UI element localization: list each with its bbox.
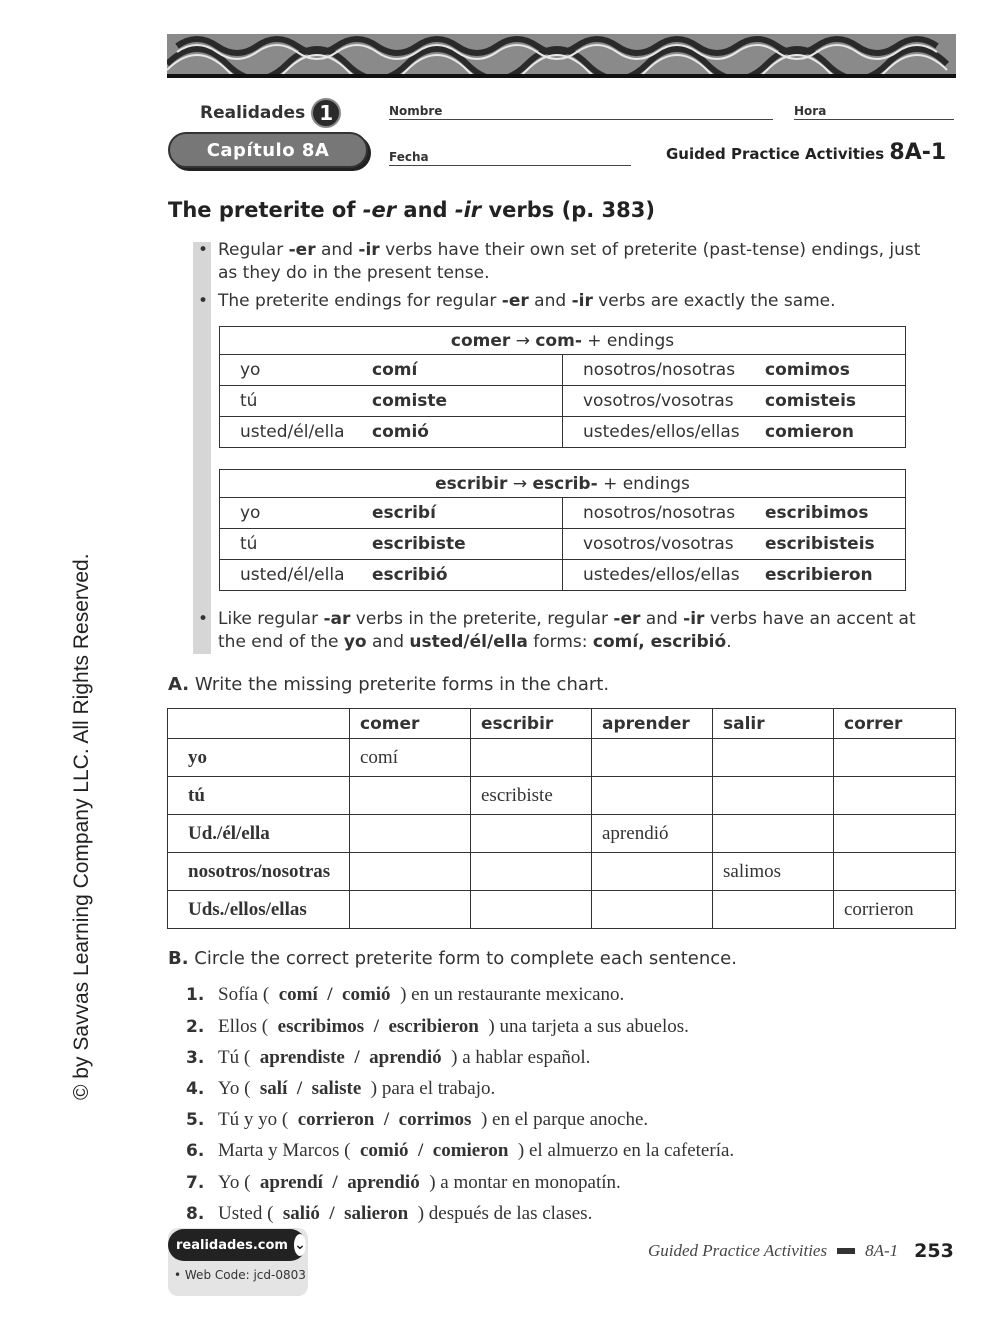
chapter-badge: Capítulo 8A — [168, 132, 368, 168]
chart-cell[interactable] — [834, 739, 956, 777]
bullet-1: • Regular -er and -ir verbs have their own set of preterite (past-tense) endings, just as they do in the present tense. — [198, 240, 921, 283]
series-name: Realidades — [200, 103, 306, 123]
series-label — [200, 98, 341, 128]
option-b[interactable]: comieron — [432, 1140, 509, 1161]
footer-activity: 8A-1 — [865, 1241, 899, 1260]
section-b-letter: B. — [168, 948, 189, 969]
chart-cell[interactable] — [350, 853, 471, 891]
chart-cell[interactable]: corrieron — [834, 891, 956, 929]
option-b[interactable]: aprendió — [347, 1172, 420, 1193]
copyright-notice: © by Savvas Learning Company LLC. All Rights Reserved. — [70, 553, 93, 1100]
table-row: tú comiste vosotros/vosotras comisteis — [220, 386, 906, 417]
hora-line[interactable] — [794, 119, 954, 120]
chart-cell[interactable] — [834, 777, 956, 815]
chart-header-row — [168, 709, 956, 739]
website-link[interactable] — [168, 1229, 306, 1261]
sentence-item: 4. Yo ( salí / saliste ) para el trabajo. — [186, 1078, 496, 1099]
chart-cell[interactable] — [471, 739, 592, 777]
option-a[interactable]: salió — [282, 1203, 320, 1224]
chart-cell[interactable] — [592, 891, 713, 929]
bullet-3: • Like regular -ar verbs in the preterite, regular -er and -ir verbs have an accent at the end of the yo and usted/él/ella forms: comí, escribió. — [198, 609, 916, 652]
option-b[interactable]: saliste — [311, 1078, 362, 1099]
chart-header-cell: escribir — [471, 709, 592, 739]
fecha-label: Fecha — [389, 150, 429, 164]
preterite-chart — [167, 708, 956, 929]
decorative-banner — [167, 34, 956, 78]
table-row: yo comí nosotros/nosotras comimos — [220, 355, 906, 386]
chart-row-label: tú — [168, 777, 350, 815]
web-code: • Web Code: jcd-0803 — [174, 1268, 306, 1282]
option-a[interactable]: corrieron — [297, 1109, 375, 1130]
chart-cell[interactable]: salimos — [713, 853, 834, 891]
page-title — [168, 198, 655, 222]
option-b[interactable]: aprendió — [369, 1047, 442, 1068]
chart-cell[interactable] — [471, 815, 592, 853]
option-b[interactable]: salieron — [344, 1203, 409, 1224]
table-row — [168, 853, 956, 891]
activity-header — [666, 140, 946, 165]
footer-label: Guided Practice Activities — [648, 1241, 828, 1260]
chart-header-cell: aprender — [592, 709, 713, 739]
escribir-conjugation-table — [219, 469, 906, 591]
table-heading: escribir → escrib- + endings — [220, 470, 906, 498]
chevron-down-icon: ⌄ — [294, 1234, 306, 1256]
chart-row-label: Uds./ellos/ellas — [168, 891, 350, 929]
fecha-line[interactable] — [389, 165, 631, 166]
title-prefix: The preterite of — [168, 198, 363, 222]
option-b[interactable]: comió — [342, 984, 391, 1005]
section-a-letter: A. — [168, 674, 190, 695]
sentence-item: 2. Ellos ( escribimos / escribieron ) una tarjeta a sus abuelos. — [186, 1016, 689, 1037]
bullet-dot: • — [198, 240, 209, 260]
title-and: and — [396, 198, 455, 222]
title-er: -er — [362, 198, 397, 222]
chart-cell[interactable] — [834, 815, 956, 853]
page-footer — [648, 1240, 954, 1262]
chart-cell[interactable] — [713, 739, 834, 777]
sentence-item: 7. Yo ( aprendí / aprendió ) a montar en monopatín. — [186, 1172, 621, 1193]
section-a-text: Write the missing preterite forms in the chart. — [194, 674, 610, 695]
chart-header-cell: salir — [713, 709, 834, 739]
page-number: 253 — [914, 1240, 954, 1262]
chart-cell[interactable] — [592, 853, 713, 891]
table-heading: comer → com- + endings — [220, 327, 906, 355]
chart-cell[interactable] — [350, 815, 471, 853]
bullet-dot: • — [198, 609, 209, 629]
table-row — [168, 891, 956, 929]
title-suffix: verbs (p. 383) — [481, 198, 655, 222]
chart-cell[interactable] — [592, 777, 713, 815]
sentence-item: 5. Tú y yo ( corrieron / corrimos ) en el parque anoche. — [186, 1109, 649, 1130]
option-a[interactable]: aprendiste — [259, 1047, 345, 1068]
section-a-instruction — [168, 674, 609, 695]
bullet-dot: • — [198, 291, 209, 311]
option-a[interactable]: comí — [278, 984, 318, 1005]
chart-cell[interactable] — [592, 739, 713, 777]
banner-pattern — [167, 34, 956, 74]
chart-cell[interactable] — [713, 815, 834, 853]
chart-row-label: nosotros/nosotras — [168, 853, 350, 891]
chart-cell[interactable] — [834, 853, 956, 891]
chart-cell[interactable] — [350, 891, 471, 929]
sentence-item: 6. Marta y Marcos ( comió / comieron ) el almuerzo en la cafetería. — [186, 1140, 735, 1161]
hora-label: Hora — [794, 104, 827, 118]
sentence-item: 8. Usted ( salió / salieron ) después de las clases. — [186, 1203, 593, 1224]
table-row: tú escribiste vosotros/vosotras escribisteis — [220, 529, 906, 560]
dash-icon — [837, 1248, 855, 1254]
option-a[interactable]: aprendí — [259, 1172, 323, 1193]
section-b-text: Circle the correct preterite form to complete each sentence. — [194, 948, 737, 969]
chart-header-cell: correr — [834, 709, 956, 739]
sentence-item: 1. Sofía ( comí / comió ) en un restaurante mexicano. — [186, 984, 625, 1005]
section-b-instruction — [168, 948, 737, 969]
chart-cell[interactable] — [471, 891, 592, 929]
nombre-line[interactable] — [389, 119, 773, 120]
table-row: usted/él/ella escribió ustedes/ellos/ellas escribieron — [220, 560, 906, 591]
option-a[interactable]: escribimos — [277, 1016, 365, 1037]
chart-cell[interactable] — [713, 891, 834, 929]
chart-row-label: yo — [168, 739, 350, 777]
table-row — [168, 815, 956, 853]
table-row — [168, 777, 956, 815]
chart-header-cell: comer — [350, 709, 471, 739]
table-row: usted/él/ella comió ustedes/ellos/ellas comieron — [220, 417, 906, 448]
chart-cell[interactable]: aprendió — [592, 815, 713, 853]
chart-header-cell — [168, 709, 350, 739]
activity-label: Guided Practice Activities — [666, 145, 885, 163]
chart-cell[interactable]: comí — [350, 739, 471, 777]
option-a[interactable]: salí — [259, 1078, 288, 1099]
table-row — [168, 739, 956, 777]
comer-conjugation-table — [219, 326, 906, 448]
chart-cell[interactable]: escribiste — [471, 777, 592, 815]
sentence-item: 3. Tú ( aprendiste / aprendió ) a hablar español. — [186, 1047, 591, 1068]
website-label: realidades.com — [176, 1237, 288, 1253]
activity-number: 8A-1 — [889, 140, 947, 165]
chart-row-label: Ud./él/ella — [168, 815, 350, 853]
title-ir: -ir — [454, 198, 482, 222]
nombre-label: Nombre — [389, 104, 443, 118]
level-badge: 1 — [311, 98, 341, 128]
option-a[interactable]: comió — [359, 1140, 409, 1161]
option-b[interactable]: corrimos — [398, 1109, 472, 1130]
chart-cell[interactable] — [350, 777, 471, 815]
chart-cell[interactable] — [471, 853, 592, 891]
bullet-2: • The preterite endings for regular -er and -ir verbs are exactly the same. — [198, 291, 836, 311]
option-b[interactable]: escribieron — [388, 1016, 479, 1037]
chart-cell[interactable] — [713, 777, 834, 815]
table-row: yo escribí nosotros/nosotras escribimos — [220, 498, 906, 529]
